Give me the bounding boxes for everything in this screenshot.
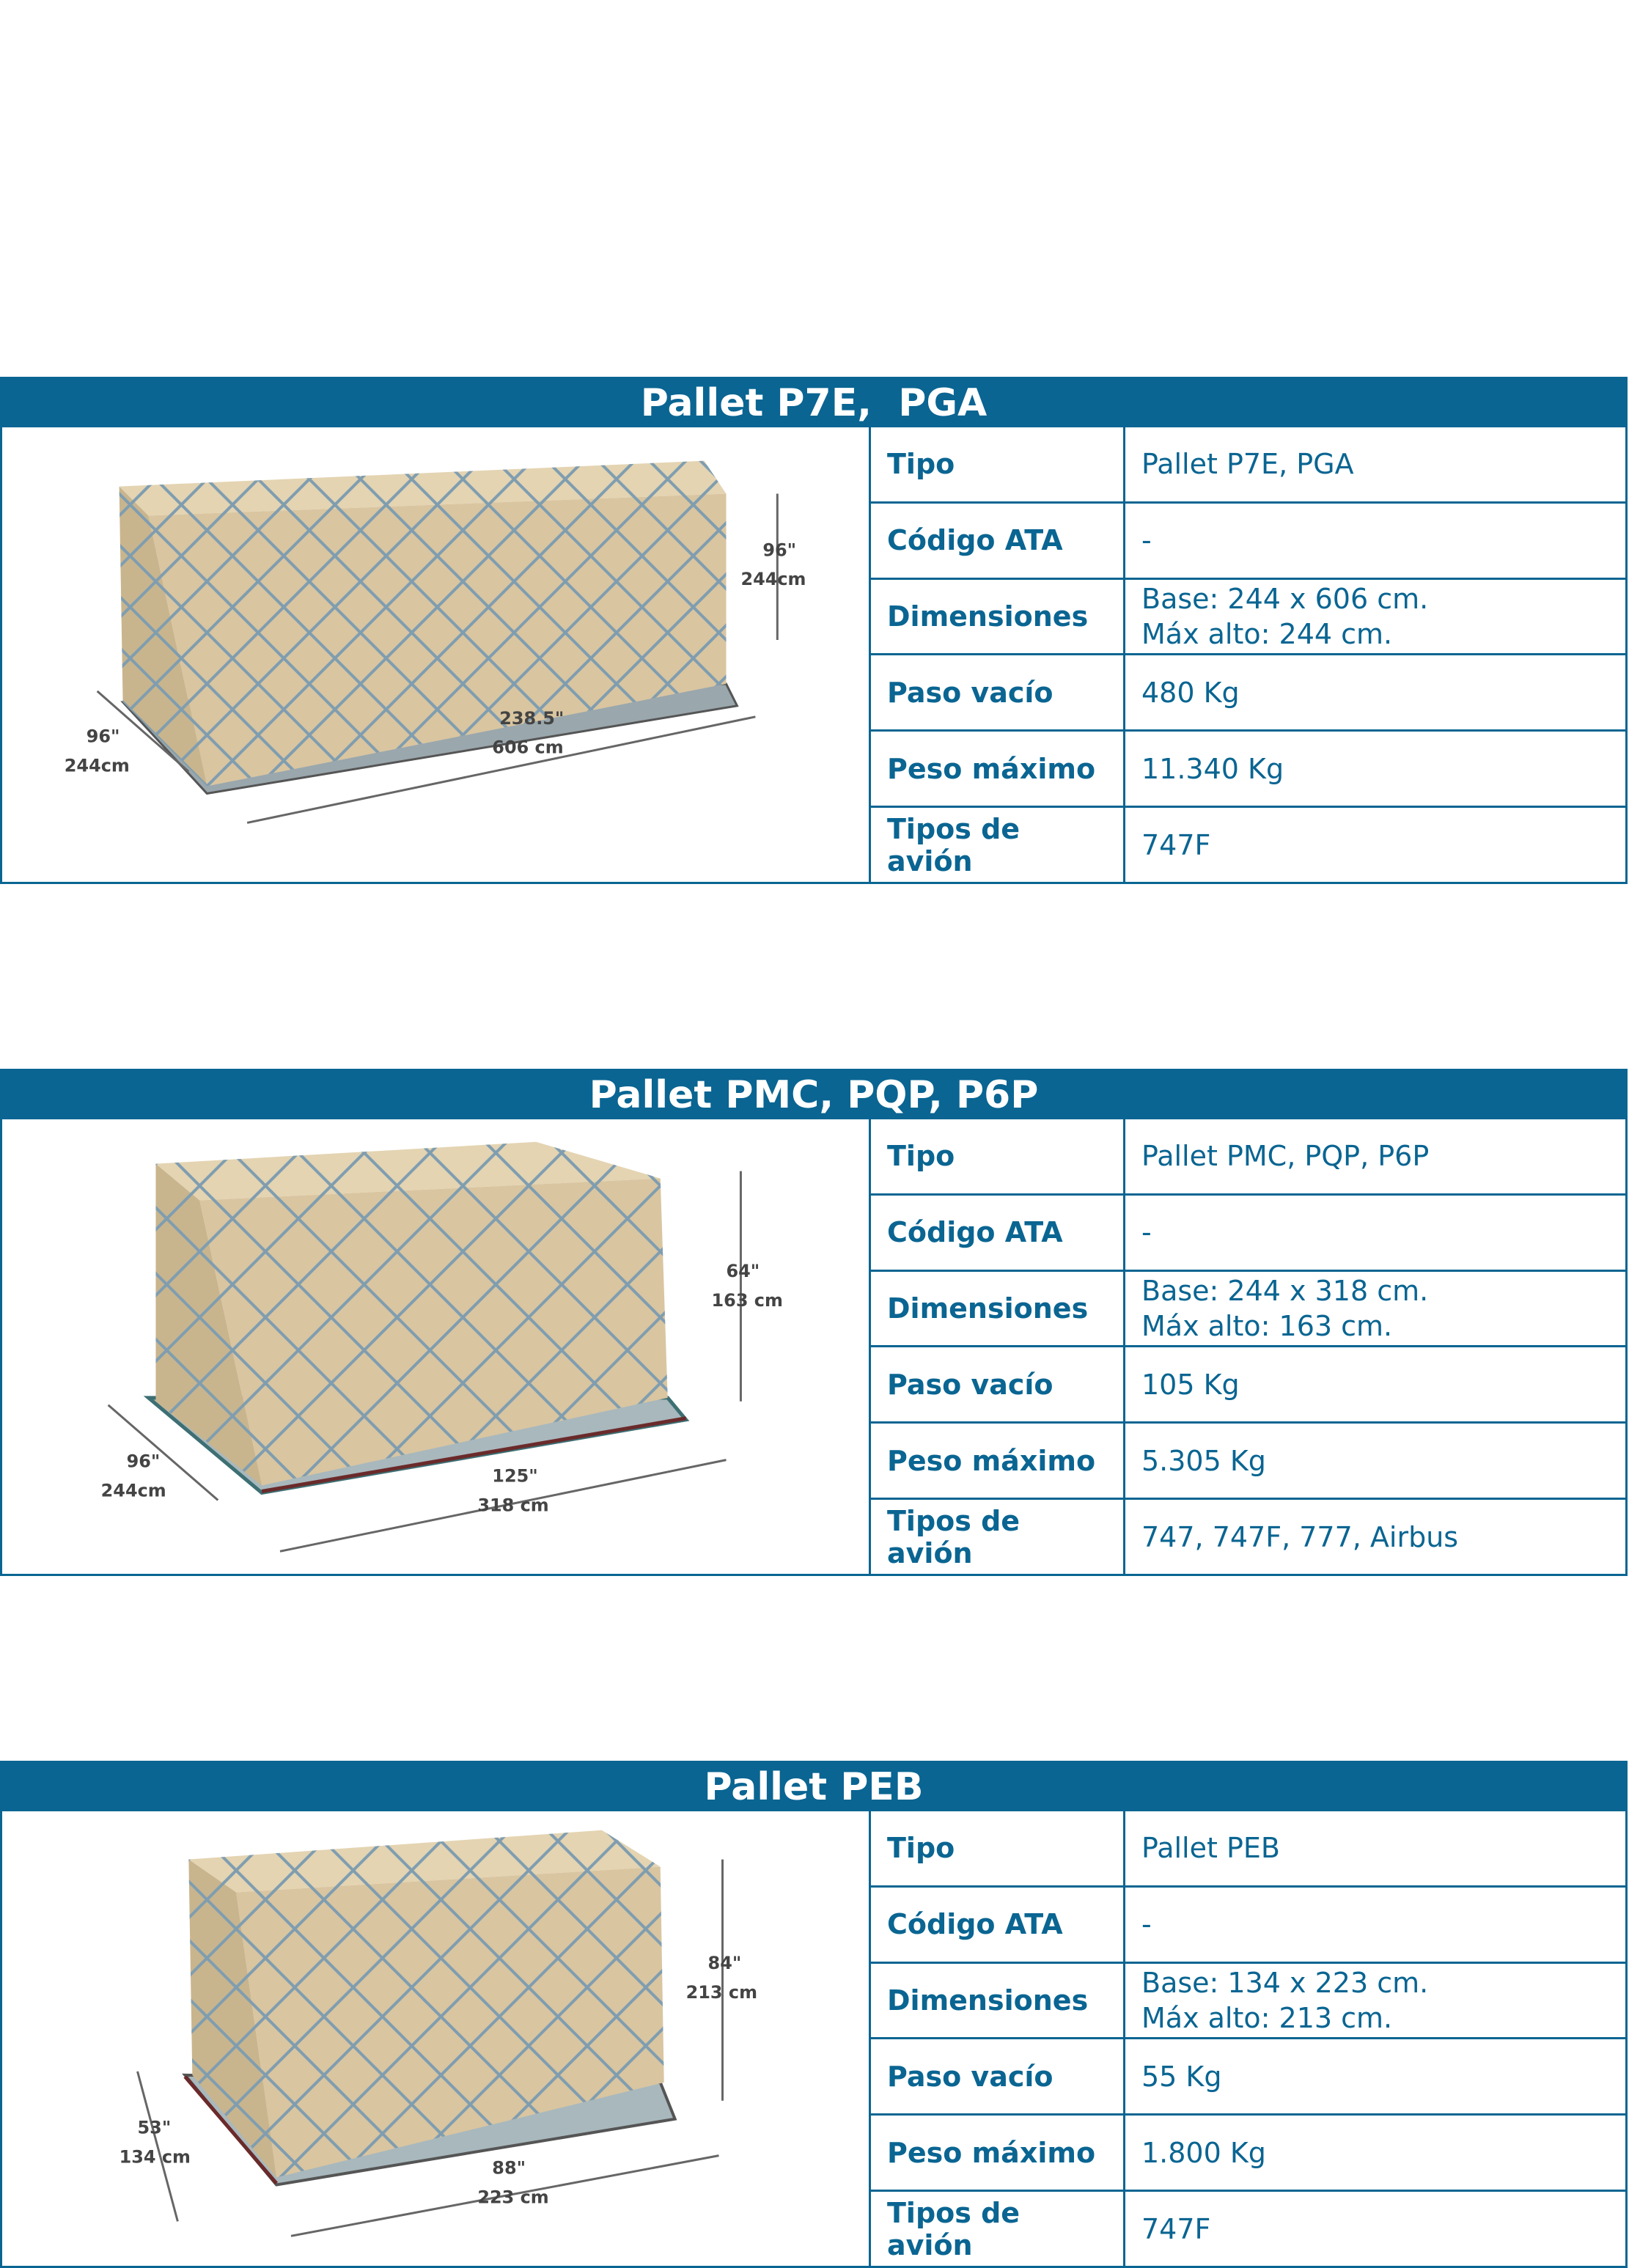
spec-row-dimensiones: [871, 1962, 1628, 2039]
spec-label: Tipo: [871, 427, 1125, 502]
spec-label: Peso máximo: [871, 731, 1125, 807]
width-dim-inch: 53": [137, 2117, 172, 2138]
spec-label: Tipos de avión: [871, 2191, 1125, 2266]
length-dim-cm: 318 cm: [477, 1495, 549, 1516]
pallet-card-body: [2, 427, 1625, 882]
height-dim-inch: 84": [707, 1953, 742, 1974]
spec-value: 5.305 Kg: [1125, 1423, 1628, 1499]
pallet-pmc-drawing: [2, 1119, 869, 1574]
pallet-card-body: [2, 1811, 1625, 2266]
spec-row-paso-vacio: [871, 655, 1628, 731]
spec-value: -: [1125, 1194, 1628, 1270]
pallet-illustration: [2, 1811, 871, 2266]
spec-row-peso-maximo: [871, 731, 1628, 807]
pallet-title: Pallet P7E, PGA: [2, 379, 1625, 427]
spec-row-codigo-ata: [871, 1194, 1628, 1270]
spec-row-codigo-ata: [871, 1886, 1628, 1962]
spec-label: Tipo: [871, 1119, 1125, 1194]
pallet-illustration: [2, 427, 871, 882]
spec-row-tipos-avion: [871, 807, 1628, 882]
spec-row-tipo: [871, 427, 1628, 502]
width-dim-cm: 244cm: [100, 1480, 166, 1501]
pallet-p7e-drawing: [2, 427, 869, 882]
pallet-card-pmc: [0, 1069, 1628, 1576]
width-dim-cm: 244cm: [64, 755, 130, 776]
pallet-peb-drawing: [2, 1811, 869, 2266]
pallet-illustration: [2, 1119, 871, 1574]
spec-value: 105 Kg: [1125, 1347, 1628, 1423]
spec-row-dimensiones: [871, 1270, 1628, 1347]
spec-value: 747, 747F, 777, Airbus: [1141, 1520, 1459, 1553]
spec-row-codigo-ata: [871, 502, 1628, 578]
spec-label: Código ATA: [871, 1194, 1125, 1270]
width-dim-inch: 96": [126, 1451, 161, 1472]
spec-value: Base: 134 x 223 cm. Máx alto: 213 cm.: [1125, 1962, 1628, 2039]
spec-label: Paso vacío: [871, 1347, 1125, 1423]
length-dim-inch: 88": [492, 2157, 526, 2179]
spec-label: Dimensiones: [871, 1962, 1125, 2039]
pallet-card-p7e: [0, 377, 1628, 884]
spec-label: Código ATA: [871, 1886, 1125, 1962]
spec-value: 747F: [1141, 828, 1211, 861]
spec-value: Base: 244 x 318 cm. Máx alto: 163 cm.: [1125, 1270, 1628, 1347]
length-dim-inch: 238.5": [499, 707, 565, 729]
spec-label: Dimensiones: [871, 578, 1125, 655]
spec-value: 55 Kg: [1125, 2039, 1628, 2115]
pallet-card-peb: [0, 1761, 1628, 2268]
spec-row-paso-vacio: [871, 2039, 1628, 2115]
spec-table: [871, 1811, 1628, 2266]
spec-label: Código ATA: [871, 502, 1125, 578]
spec-label: Paso vacío: [871, 2039, 1125, 2115]
spec-value: Pallet PMC, PQP, P6P: [1125, 1119, 1628, 1194]
length-dim-cm: 606 cm: [492, 737, 564, 758]
spec-value: 747F: [1141, 2212, 1211, 2245]
spec-row-tipo: [871, 1811, 1628, 1886]
height-dim-cm: 244cm: [740, 569, 806, 590]
pallet-title: Pallet PEB: [2, 1763, 1625, 1811]
spec-label: Paso vacío: [871, 655, 1125, 731]
spec-value: Base: 244 x 606 cm. Máx alto: 244 cm.: [1125, 578, 1628, 655]
spec-row-peso-maximo: [871, 1423, 1628, 1499]
width-dim-inch: 96": [86, 726, 120, 747]
spec-label: Tipo: [871, 1811, 1125, 1886]
width-dim-cm: 134 cm: [119, 2146, 191, 2168]
spec-value: Pallet PEB: [1125, 1811, 1628, 1886]
spec-value: -: [1125, 502, 1628, 578]
spec-label: Dimensiones: [871, 1270, 1125, 1347]
spec-label: Peso máximo: [871, 1423, 1125, 1499]
spec-value: 1.800 Kg: [1125, 2115, 1628, 2191]
height-dim-cm: 213 cm: [685, 1982, 758, 2003]
spec-value: -: [1125, 1886, 1628, 1962]
spec-row-paso-vacio: [871, 1347, 1628, 1423]
spec-table: [871, 427, 1628, 882]
spec-label: Peso máximo: [871, 2115, 1125, 2191]
length-dim-cm: 223 cm: [477, 2187, 549, 2208]
length-dim-inch: 125": [492, 1465, 538, 1487]
height-dim-cm: 163 cm: [711, 1290, 783, 1311]
pallet-card-body: [2, 1119, 1625, 1574]
cargo-net: [119, 461, 727, 787]
spec-value: 11.340 Kg: [1125, 731, 1628, 807]
spec-row-peso-maximo: [871, 2115, 1628, 2191]
spec-value: Pallet P7E, PGA: [1125, 427, 1628, 502]
spec-row-tipo: [871, 1119, 1628, 1194]
height-dim-inch: 96": [762, 540, 797, 561]
pallet-title: Pallet PMC, PQP, P6P: [2, 1071, 1625, 1119]
spec-row-dimensiones: [871, 578, 1628, 655]
spec-value: 480 Kg: [1125, 655, 1628, 731]
height-dim-inch: 64": [726, 1261, 760, 1282]
spec-label: Tipos de avión: [871, 807, 1125, 882]
spec-row-tipos-avion: [871, 1499, 1628, 1574]
spec-row-tipos-avion: [871, 2191, 1628, 2266]
spec-table: [871, 1119, 1628, 1574]
spec-label: Tipos de avión: [871, 1499, 1125, 1574]
